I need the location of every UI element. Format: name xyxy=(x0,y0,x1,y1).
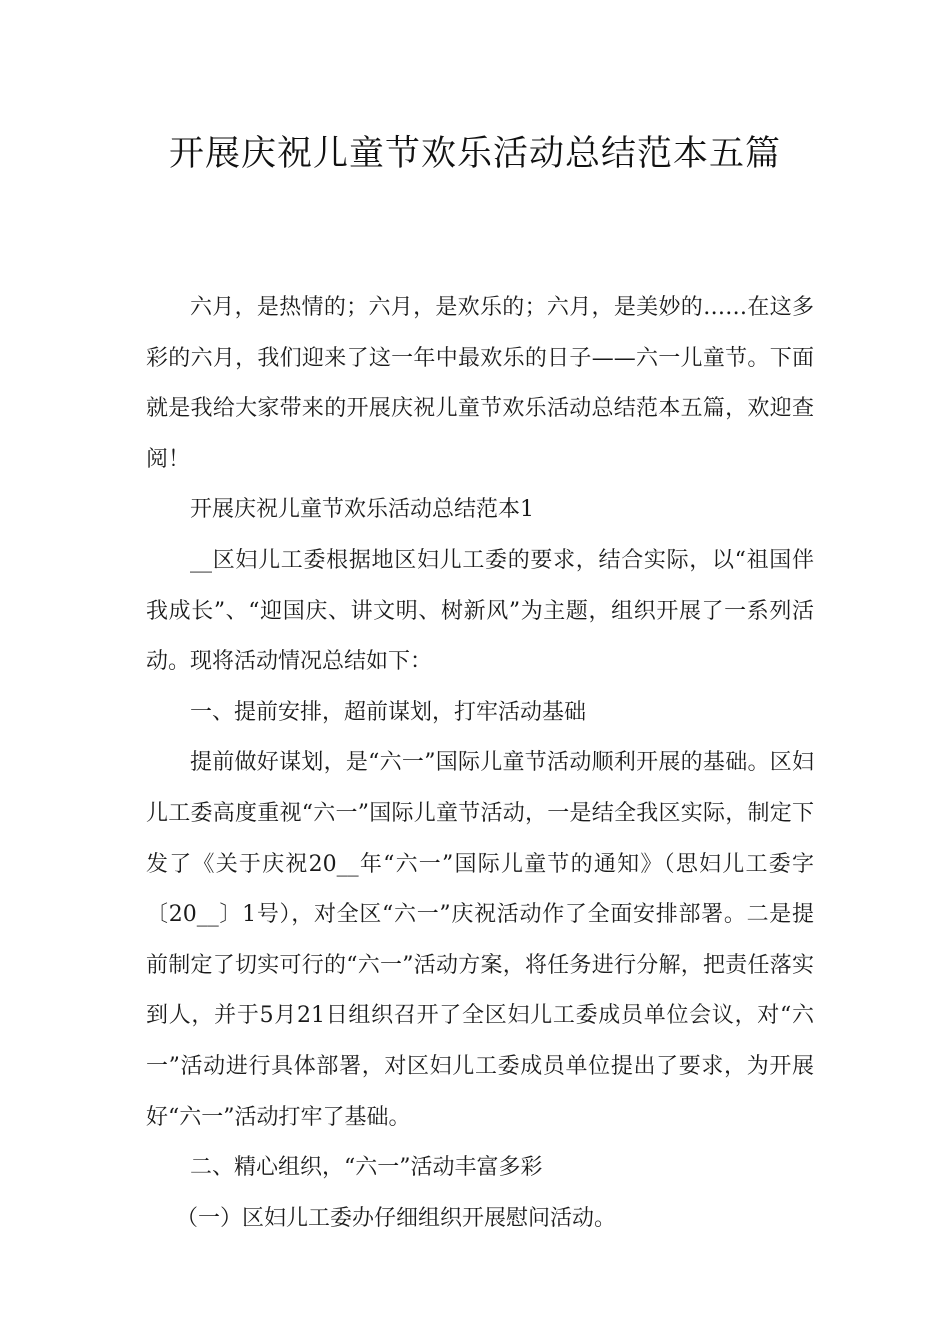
paragraph-overview: __区妇儿工委根据地区妇儿工委的要求，结合实际，以“祖国伴我成长”、“迎国庆、讲文明、树新风”为主题，组织开展了一系列活动。现将活动情况总结如下： xyxy=(146,547,814,675)
document-title: 开展庆祝儿童节欢乐活动总结范本五篇 xyxy=(168,134,781,174)
subheading-1: 一、提前安排，超前谋划，打牢活动基础 xyxy=(190,699,587,725)
subheading-2-1: （一）区妇儿工委办仔细组织开展慰问活动。 xyxy=(176,1205,617,1231)
intro-paragraph: 六月，是热情的；六月，是欢乐的；六月，是美妙的……在这多彩的六月，我们迎来了这一年中最欢乐的日子——六一儿童节。下面就是我给大家带来的开展庆祝儿童节欢乐活动总结范本五篇，欢迎查阅！ xyxy=(146,295,814,472)
subheading-2: 二、精心组织，“六一”活动丰富多彩 xyxy=(190,1155,543,1181)
document-body xyxy=(146,283,814,1244)
section-heading-sample-1: 开展庆祝儿童节欢乐活动总结范本1 xyxy=(190,497,534,523)
paragraph-planning: 提前做好谋划，是“六一”国际儿童节活动顺利开展的基础。区妇儿工委高度重视“六一”国际儿童节活动，一是结全我区实际，制定下发了《关于庆祝20__年“六一”国际儿童节的通知》（思妇儿工委字〔20__〕1号），对全区“六一”庆祝活动作了全面安排部署。二是提前制定了切实可行的“六一”活动方案，将任务进行分解，把责任落实到人，并于5月21日组织召开了全区妇儿工委成员单位会议，对“六一”活动进行具体部署，对区妇儿工委成员单位提出了要求，为开展好“六一”活动打牢了基础。 xyxy=(146,750,814,1130)
